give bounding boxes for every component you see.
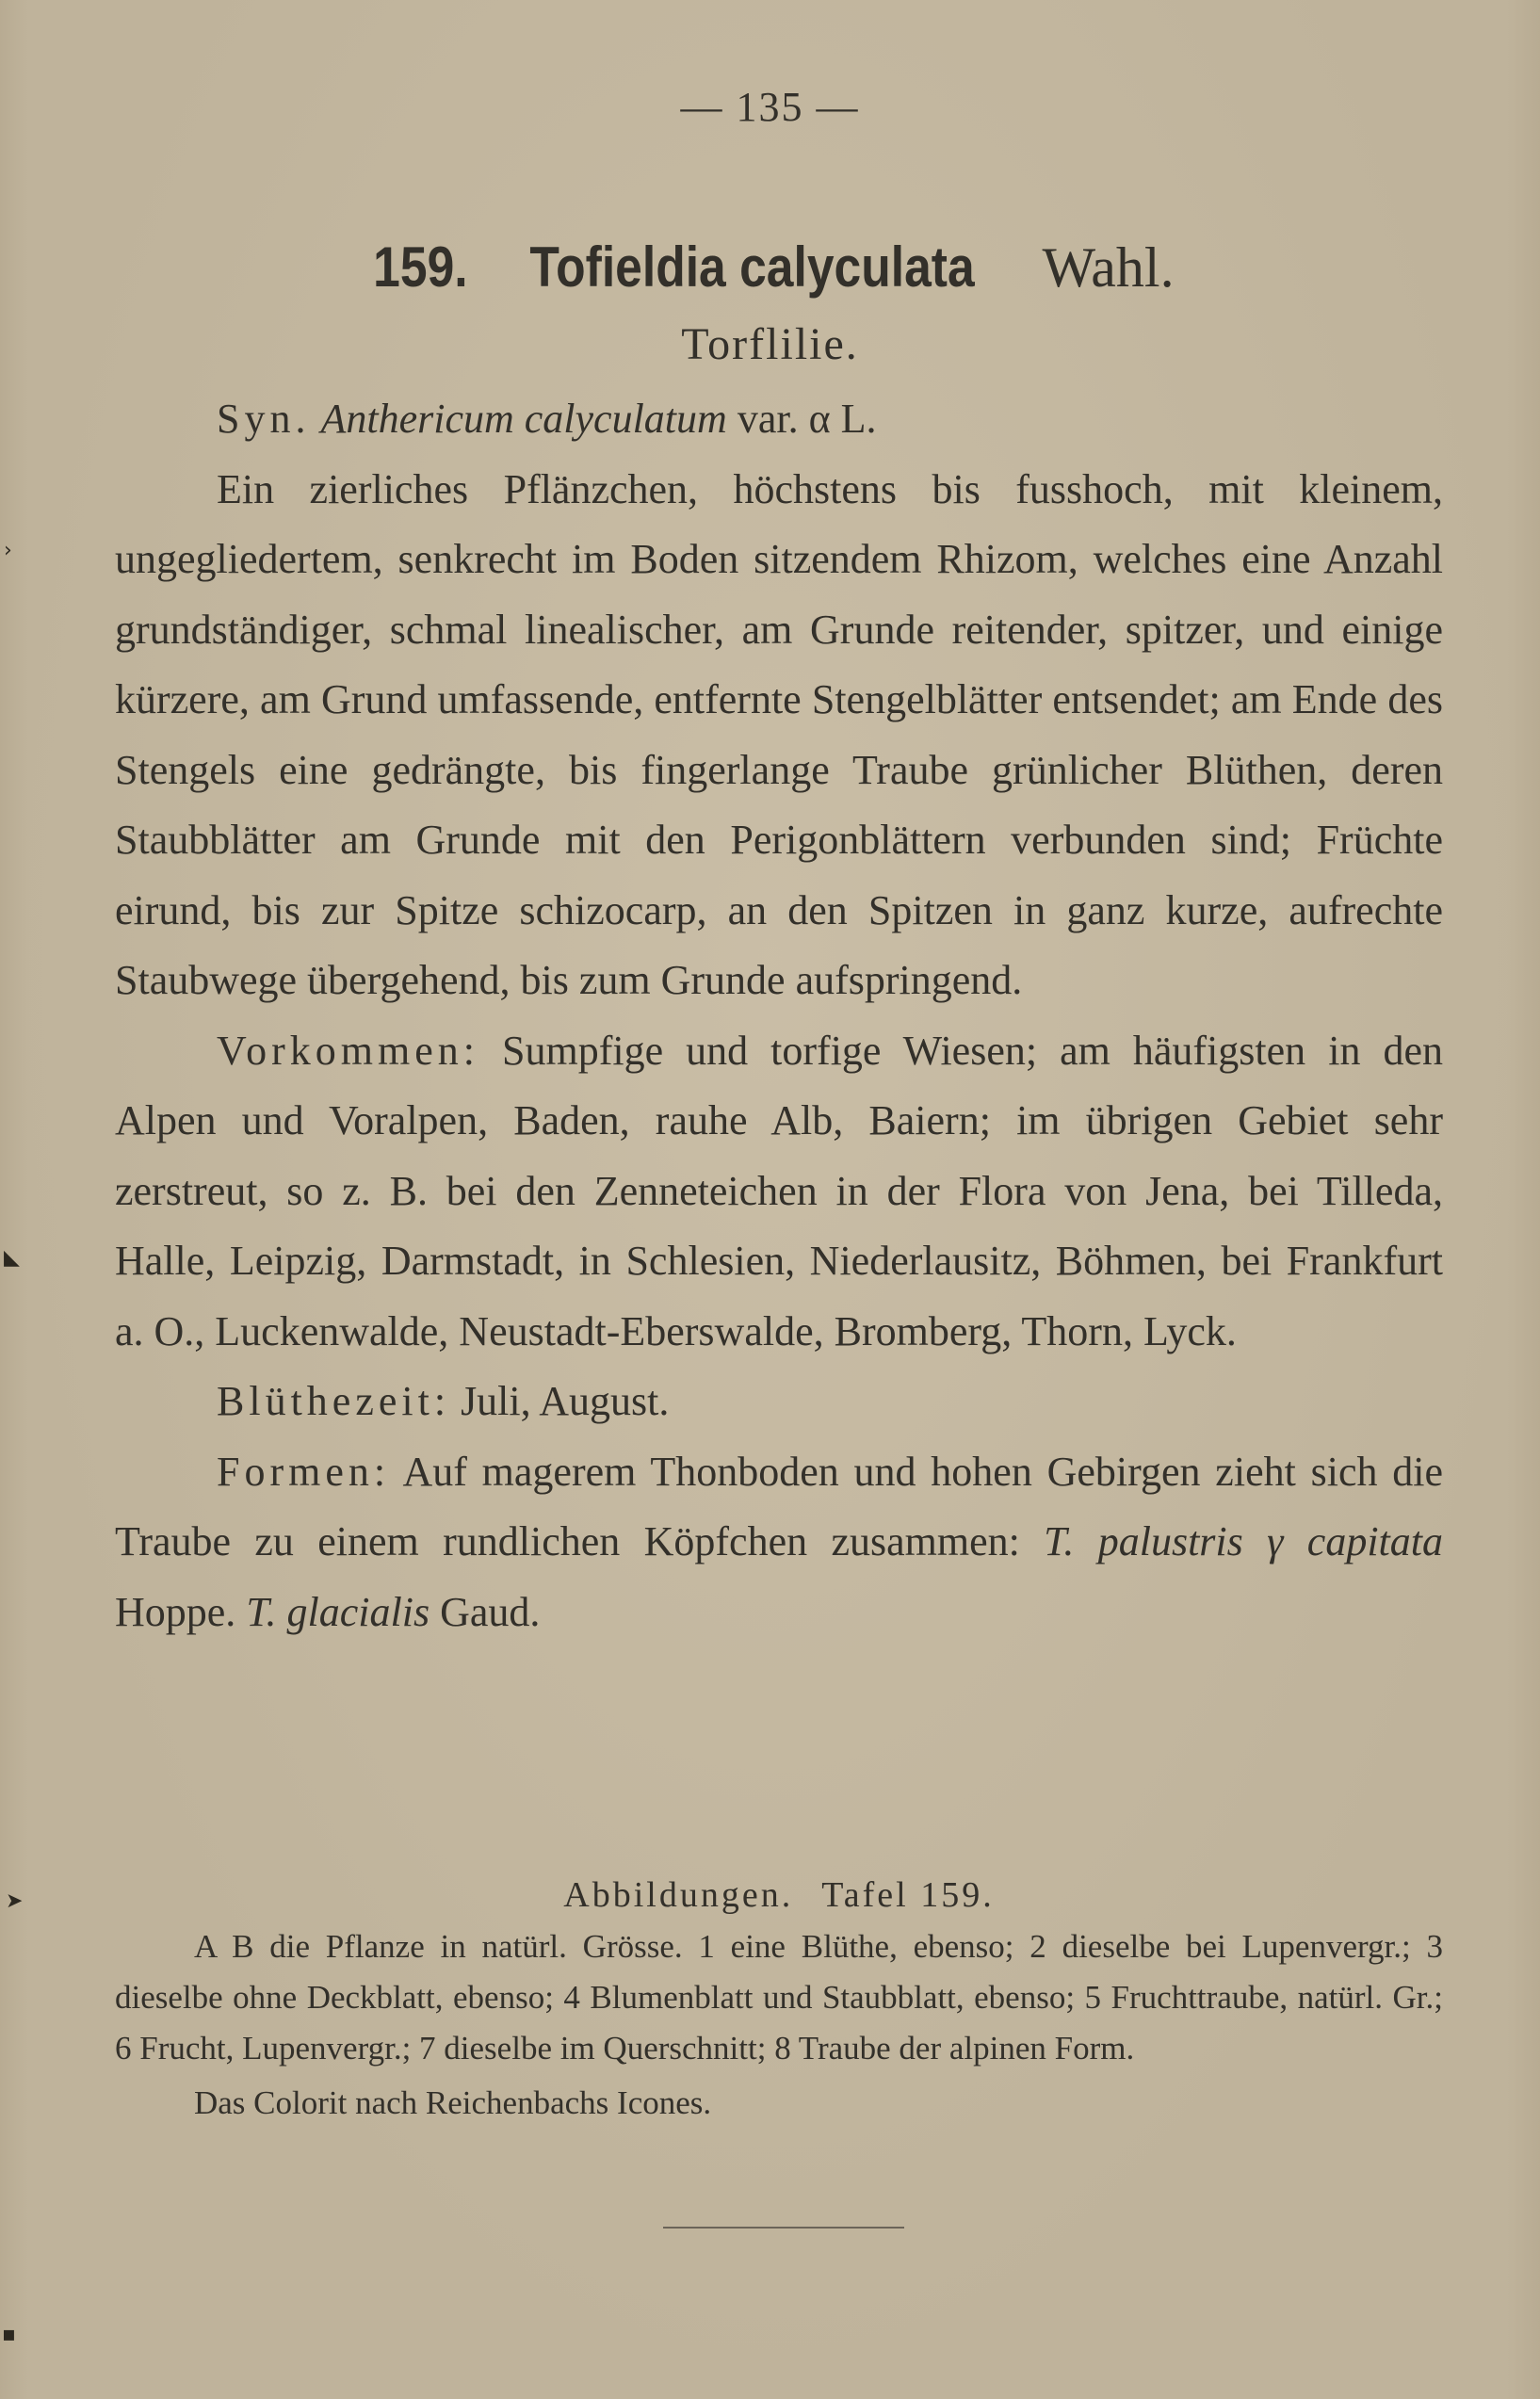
flowering-label: Blüthezeit: xyxy=(217,1378,451,1424)
margin-mark: ◣ xyxy=(4,1246,20,1270)
occurrence-label: Vorkommen: xyxy=(217,1027,479,1074)
description-paragraph: Ein zierliches Pflänzchen, höchstens bis fusshoch, mit kleinem, ungegliedertem, senkrecht im Boden sitzendem Rhizom, welches eine Anzahl grundständiger, schmal linealischer, am Grunde reitender, spitzer, und einige kürzere, am Grund umfassende, entfernte Stengelblätter entsendet; am Ende des Stengels eine gedrängte, bis fingerlange Traube grünlicher Blüthen, deren Staubblätter am Grunde mit den Perigonblättern verbunden sind; Früchte eirund, bis zur Spitze schizocarp, an den Spitzen in ganz kurze, aufrechte Staubwege übergehend, bis zum Grunde aufspringend. xyxy=(115,465,1443,1003)
forms-name-1: T. palustris γ capitata xyxy=(1044,1518,1443,1564)
margin-mark: › xyxy=(4,539,12,562)
common-name: Torflilie. xyxy=(681,319,859,369)
figure-legend-text: A B die Pflanze in natürl. Grösse. 1 eine Blüthe, ebenso; 2 dieselbe bei Lupenvergr.; 3 dieselbe ohne Deckblatt, ebenso; 4 Blumenblatt und Staubblatt, ebenso; 5 Fruchttraube, natürl. Gr.; 6 Frucht, Lupenvergr.; 7 dieselbe im Querschnitt; 8 Traube der alpinen Form. xyxy=(115,1928,1443,2067)
colorit-note: Das Colorit nach Reichenbachs Icones. xyxy=(194,2084,712,2121)
forms-paragraph xyxy=(115,1437,1443,1648)
flowering-text: Juli, August. xyxy=(461,1378,670,1424)
species-name: Tofieldia calyculata xyxy=(529,235,975,299)
page-number: — 135 — xyxy=(680,84,860,130)
synonym-name: Anthericum calyculatum xyxy=(320,396,727,442)
plate-label: Tafel 159. xyxy=(821,1875,995,1915)
synonym-paragraph xyxy=(115,384,1443,455)
occurrence-paragraph xyxy=(115,1016,1443,1368)
body-text xyxy=(115,384,1443,1647)
occurrence-text: Sumpfige und torfige Wiesen; am häufigsten in den Alpen und Voralpen, Baden, rauhe Alb, Baiern; im übrigen Gebiet sehr zerstreut, so z. B. bei den Zenneteichen in der Flora von Jena, bei Tilleda, Halle, Leipzig, Darmstadt, in Schlesien, Niederlausitz, Böhmen, bei Frankfurt a. O., Luckenwalde, Neustadt-Eberswalde, Bromberg, Thorn, Lyck. xyxy=(115,1027,1443,1354)
figure-legend-title xyxy=(115,1869,1443,1921)
forms-author-2: Gaud. xyxy=(440,1588,541,1635)
forms-name-2: T. glacialis xyxy=(246,1588,430,1635)
species-author: Wahl. xyxy=(1042,236,1175,299)
synonym-label: Syn. xyxy=(217,396,311,442)
closing-rule xyxy=(663,2227,904,2229)
forms-text: Auf magerem Thonboden und hohen Gebirgen zieht sich die Traube zu einem rundlichen Köpfchen zusammen: xyxy=(115,1448,1444,1564)
margin-mark: ▪ xyxy=(2,2323,16,2346)
margin-mark: ➤ xyxy=(6,1889,24,1913)
figure-legend xyxy=(115,1869,1443,2129)
synonym-suffix: var. α L. xyxy=(737,396,877,442)
species-heading xyxy=(0,234,1540,301)
forms-label: Formen: xyxy=(217,1448,391,1495)
flowering-paragraph xyxy=(115,1367,1443,1437)
figures-label: Abbildungen. xyxy=(563,1875,794,1915)
forms-author-1: Hoppe. xyxy=(115,1588,236,1635)
species-number: 159. xyxy=(373,235,469,299)
